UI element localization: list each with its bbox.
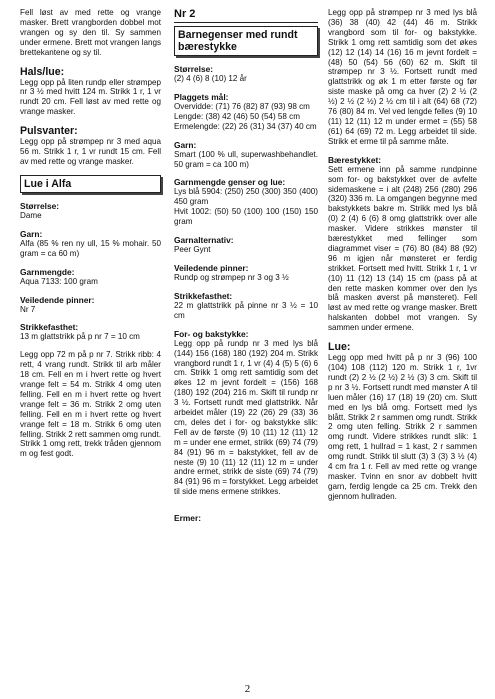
pinner-value: Nr 7 — [20, 304, 36, 314]
lue-instructions: Legg opp 72 m på p nr 7. Strikk ribb: 4 rett, 4 vrang rundt. Strikk til arb måler 18 cm. Fell en m i hvert rette og hvert vrange felt = 54 m. Strikk 4 omg uten felling. Fell en m i hvert rette og hvert vrange felt = 36 m. Strikk 2 omg uten felling. Fell en m i hvert rette og hvert vrange felt = 18 m. Strikk 6 omg uten felling. Strikk 2 rett sammen omg rundt. Strikk 1 omg rett, trekk tråden gjennom m og fest godt. — [20, 350, 161, 459]
garnmengde-value: Aqua 7133: 100 gram — [20, 276, 98, 286]
overvidde-value: Overvidde: (71) 76 (82) 87 (93) 98 cm — [174, 101, 310, 111]
storrelse-heading: Størrelse: — [20, 200, 60, 211]
column-middle — [174, 8, 318, 523]
for-bakstykke-text: Legg opp på rundp nr 3 med lys blå (144) 156 (168) 180 (192) 204 m. Strikk vrangbord rundt 1 r, 1 vr (4) 4 (5) 5 (6) 6 cm. Strikk 1 omg rett samtidig som det økes 12 m jevnt fordelt = (156) 168 (180) 192 (204) 216 m. Skift til rundp nr 3 ½. Fortsett rundt med glattstrikk. Når arbeidet måler (19) 22 (26) 29 (33) 36 cm, deles det i for- og bakstykke slik: Fell av de første (9) 10 (11) 12 (11) 12 m = under ene ermet, strikk (69) 74 (79) 84 (91) 96 m = bakstykket, fell av de neste (9) 10 (11) 12 (11) 12 m = under andre ermet, strikk de siste (69) 74 (79) 84 (91) 96 m = forstykket. Legg arbeidet til side mens ermene strikkes. — [174, 338, 318, 497]
storrelse-value: (2) 4 (6) 8 (10) 12 år — [174, 74, 247, 83]
pinner-heading: Veiledende pinner: — [174, 262, 249, 273]
storrelse-value: Dame — [20, 210, 42, 220]
garn-value: Smart (100 % ull, superwashbehandlet. 50 gram = ca 100 m) — [174, 149, 318, 169]
strikkefasthet-heading: Strikkefasthet: — [20, 322, 79, 333]
intro-text: Fell løst av med rette og vrange masker. Brett vrangborden dobbel mot vrangen og sy den til. Sy sammen under ermene. Brett mot vrangen langs brettekantene og sy til. — [20, 8, 161, 57]
ermer-heading: Ermer: — [174, 513, 201, 524]
garn-heading: Garn: — [20, 228, 43, 239]
ermelengde-value: Ermelengde: (22) 26 (31) 34 (37) 40 cm — [174, 121, 317, 131]
for-bakstykke-heading: For- og bakstykke: — [174, 328, 249, 339]
page-number: 2 — [244, 683, 251, 695]
lue-text: Legg opp med hvitt på p nr 3 (96) 100 (104) 108 (112) 120 m. Strikk 1 r, 1vr rundt (2) 2 ½ (2 ½) 2 ½ (3) 3 cm. Skift til p nr 3 ½. Fortsett rundt med mønster A til luen måler (16) 17 (18) 19 (20) cm. Slutt med en lys blå omg. Fortsett med lys blått. Strikk 2 r sammen omg rundt. Strikk 2 omg uten felling. Strikk 2 r sammen omg rundt. Videre strikkes rundt slik: 1 omg rett, 1 hullrad = 1 kast, 2 r sammen omg rundt. Strikk til slutt (3) 3 (3) 3 ½ (4) 4 cm fra 1 r. Fell av med rette og vrange masker. Tvinn en snor av dobbelt hvitt garn, ferdig lengde ca 25 cm. Trekk den gjennom hullraden. — [328, 353, 477, 501]
lue-heading: Lue: — [328, 341, 351, 354]
pattern-title-box: Barnegenser med rundt bærestykke — [174, 26, 318, 56]
garnalternativ-heading: Garnalternativ: — [174, 235, 234, 246]
garnmengde-hvit: Hvit 1002: (50) 50 (100) 100 (150) 150 gram — [174, 207, 318, 227]
plaggets-maal-heading: Plaggets mål: — [174, 91, 229, 102]
pulsvanter-text: Legg opp på strømpep nr 3 med aqua 56 m. Strikk 1 r, 1 vr rundt 15 cm. Fell av med rette og vrange masker. — [20, 137, 161, 166]
garn-heading: Garn: — [174, 139, 197, 150]
strikkefasthet-value: 13 m glattstrikk på p nr 7 = 10 cm — [20, 332, 140, 342]
garnmengde-lysblaa: Lys blå 5904: (250) 250 (300) 350 (400) 450 gram — [174, 187, 318, 207]
storrelse-heading: Størrelse: — [174, 64, 214, 74]
hals-heading: Hals/lue: — [20, 65, 65, 78]
strikkefasthet-heading: Strikkefasthet: — [174, 290, 233, 301]
column-left — [20, 8, 161, 459]
pattern-number: Nr 2 — [174, 8, 318, 23]
strikkefasthet-value: 22 m glattstrikk på pinne nr 3 ½ = 10 cm — [174, 300, 318, 320]
hals-text: Legg opp på liten rundp eller strømpep nr 3 ½ med hvitt 124 m. Strikk 1 r, 1 vr rundt 20 cm. Fell løst av med rette og vrange masker. — [20, 77, 161, 117]
pinner-value: Rundp og strømpep nr 3 og 3 ½ — [174, 272, 289, 282]
baerestykket-text: Sett ermene inn på samme rundpinne som for- og bakstykket over de avfelte sidemaskene = i alt (248) 256 (280) 296 (320) 336 m. La omgangen begynne med bakstykkets bakre m. Strikk med lys blå (0) 2 (4) 6 (6) 8 omg glattstrikk over alle masker. Videre strikkes mønster til bærestykket med fellinger som diagrammet viser = (76) 80 (84) 88 (92) 96 m igjen når mønsteret er ferdig strikket. Fortsett med hvitt. Strikk 1 r, 1 vr (10) 11 (12) 13 (14) 15 cm (pass på at den rette masken kommer over den lys blå masken øverst på mønsteret). Fell løst av med rette og vrange masker. Brett halskanten dobbel mot vrangen. Sy sammen under ermene. — [328, 164, 477, 333]
pulsvanter-heading: Pulsvanter: — [20, 125, 78, 138]
garnmengde-heading: Garnmengde genser og lue: — [174, 177, 286, 188]
pinner-heading: Veiledende pinner: — [20, 294, 95, 305]
garn-value: Alfa (85 % ren ny ull, 15 % mohair. 50 gram = ca 60 m) — [20, 238, 161, 258]
lengde-value: Lengde: (38) 42 (46) 50 (54) 58 cm — [174, 111, 300, 121]
garnalternativ-value: Peer Gynt — [174, 245, 211, 255]
baerestykket-heading: Bærestykket: — [328, 154, 382, 165]
ermer-text: Legg opp på strømpep nr 3 med lys blå (36) 38 (40) 42 (44) 46 m. Strikk vrangbord som til for- og bakstykke. Strikk 1 omg rett samtidig som det økes (12) 12 (14) 14 (16) 16 m jevnt fordelt = (48) 50 (54) 56 (60) 62 m. Skift til strømpep nr 3 ½. Fortsett rundt med glattstrikk og øk 1 m etter første og før siste maske på omg ca hver (2) 2 ½ (2 ½) 2 ½ (2 ½) 2 ½ cm til i alt (64) 68 (72) 76 (80) 84 m. Vel ved lengde felles (9) 10 (11) 12 (11) 12 m under ermet = (55) 58 (61) 64 (69) 72 m. Legg arbeidet til side. Strikk et erme til på samme måte. — [328, 8, 477, 146]
garnmengde-heading: Garnmengde: — [20, 266, 75, 277]
lue-alfa-box-heading: Lue i Alfa — [20, 175, 161, 193]
column-right — [328, 8, 477, 502]
